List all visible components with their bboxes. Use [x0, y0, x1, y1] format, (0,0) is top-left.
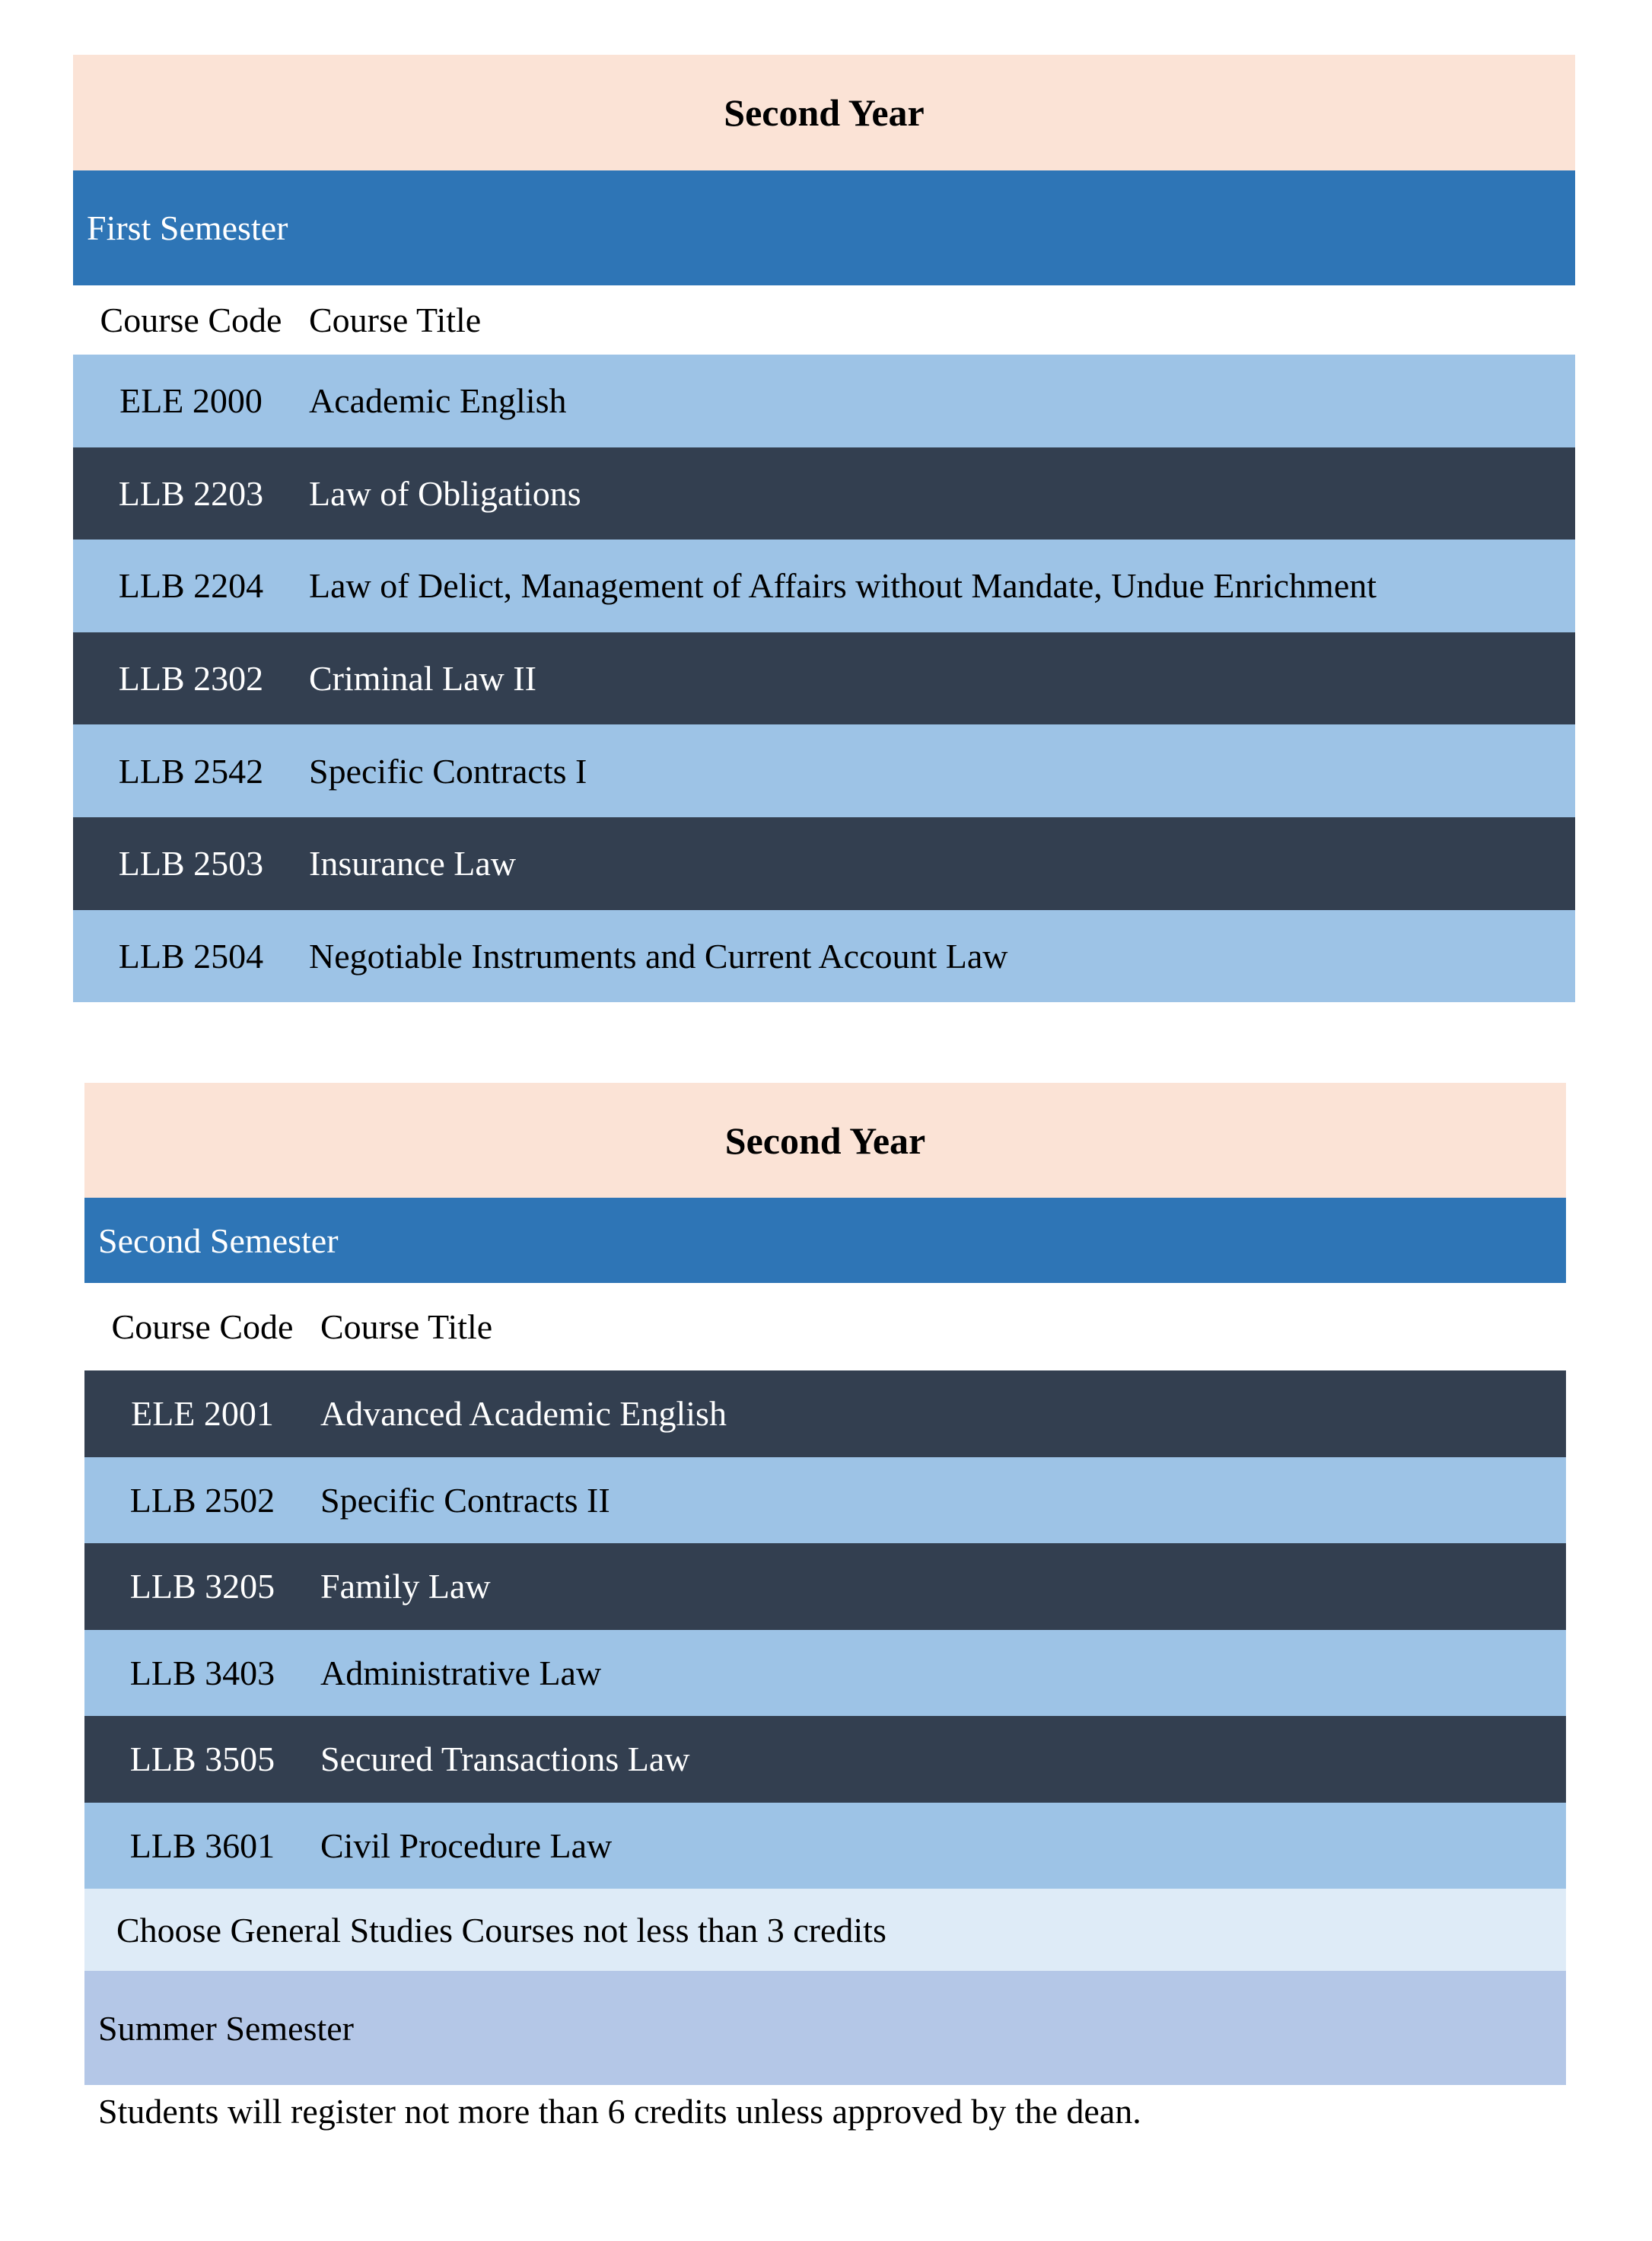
course-row: [73, 724, 1575, 817]
course-title: Insurance Law: [309, 844, 517, 883]
course-row: [73, 632, 1575, 725]
semester-heading: First Semester: [73, 170, 1575, 285]
course-row: [73, 817, 1575, 910]
course-row: [73, 355, 1575, 447]
course-title: Advanced Academic English: [320, 1394, 727, 1434]
course-row: [84, 1630, 1566, 1717]
course-row: [84, 1370, 1566, 1457]
column-header-title: Course Title: [320, 1307, 493, 1346]
course-code: LLB 2203: [118, 473, 264, 513]
course-code: LLB 2302: [118, 659, 264, 699]
course-code: LLB 2204: [118, 566, 264, 606]
course-title: Negotiable Instruments and Current Account Law: [309, 936, 1008, 976]
column-header-code: Course Code: [111, 1307, 294, 1346]
registration-note: Students will register not more than 6 credits unless approved by the dean.: [98, 2092, 1141, 2131]
column-header-title: Course Title: [309, 301, 482, 339]
course-title: Secured Transactions Law: [320, 1740, 690, 1779]
course-code: LLB 3403: [129, 1653, 275, 1692]
course-title: Law of Obligations: [309, 473, 581, 513]
general-studies-row: Choose General Studies Courses not less than 3 credits: [84, 1889, 1566, 1971]
year-heading: Second Year: [84, 1083, 1566, 1198]
course-title: Law of Delict, Management of Affairs without Mandate, Undue Enrichment: [309, 566, 1377, 606]
course-code: LLB 2542: [118, 751, 264, 791]
course-row: [84, 1543, 1566, 1630]
course-row: [73, 447, 1575, 540]
course-title: Specific Contracts I: [309, 751, 587, 791]
course-title: Academic English: [309, 381, 567, 421]
course-code: LLB 3205: [129, 1567, 275, 1606]
course-row: [84, 1803, 1566, 1889]
course-title: Administrative Law: [320, 1653, 602, 1692]
course-row: [73, 540, 1575, 632]
course-title: Criminal Law II: [309, 659, 536, 699]
column-header-row: [84, 1283, 1566, 1370]
course-code: ELE 2001: [131, 1394, 274, 1434]
second-semester-table: [84, 1083, 1566, 2085]
course-code: ELE 2000: [119, 381, 263, 421]
course-code: LLB 3505: [129, 1740, 275, 1779]
course-row: [84, 1457, 1566, 1544]
column-header-row: [73, 285, 1575, 355]
year-heading: Second Year: [73, 55, 1575, 170]
course-code: LLB 3601: [129, 1826, 275, 1865]
summer-semester-heading: Summer Semester: [84, 1971, 1566, 2085]
course-title: Family Law: [320, 1567, 491, 1606]
course-row: [84, 1716, 1566, 1803]
semester-heading: Second Semester: [84, 1198, 1566, 1283]
course-code: LLB 2502: [129, 1480, 275, 1520]
course-row: [73, 910, 1575, 1003]
column-header-code: Course Code: [100, 301, 282, 339]
course-code: LLB 2503: [118, 844, 264, 883]
first-semester-table: [73, 55, 1575, 1002]
course-title: Specific Contracts II: [320, 1480, 610, 1520]
course-title: Civil Procedure Law: [320, 1826, 613, 1865]
course-code: LLB 2504: [118, 936, 264, 976]
